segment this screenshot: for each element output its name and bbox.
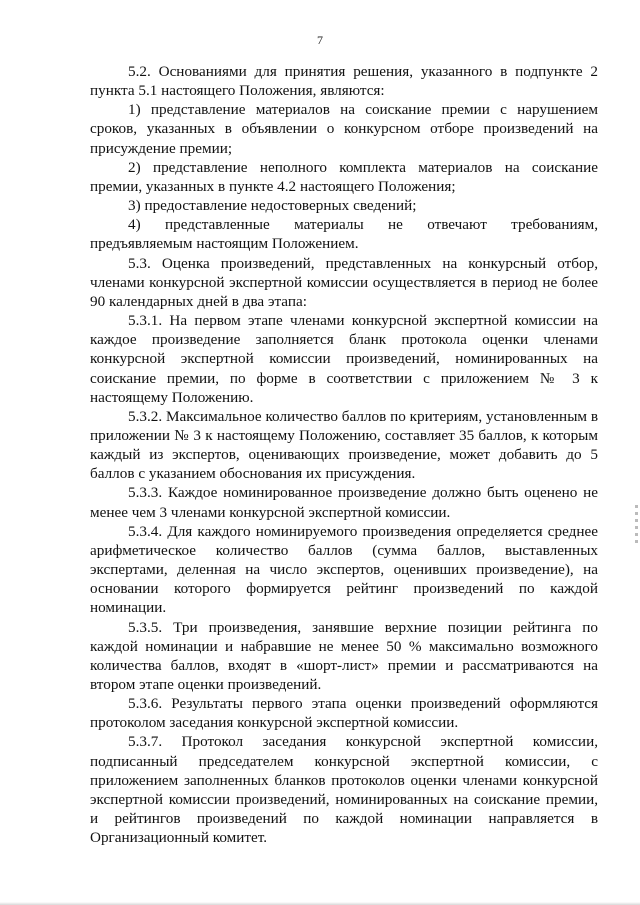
paragraph-5-3-2: 5.3.2. Максимальное количество баллов по критериям, установленным в приложении № 3 к настоящему Положению, составляет 35 баллов, к которым каждый из экспертов, оценивающих произведение, может добавить до 5 баллов с указанием обоснования их присуждения. (90, 407, 598, 483)
paragraph-item-1: 1) представление материалов на соискание премии с нарушением сроков, указанных в объявлении о конкурсном отборе произведений на присуждение премии; (90, 101, 598, 157)
paragraph-5-2: 5.2. Основаниями для принятия решения, указанного в подпункте 2 пункта 5.1 настоящего Положения, являются: (90, 63, 598, 100)
paragraph-item-2: 2) представление неполного комплекта материалов на соискание премии, указанных в пункте 4.2 настоящего Положения; (90, 158, 598, 195)
document-body (90, 62, 598, 847)
paragraph-item-4: 4) представленные материалы не отвечают требованиям, предъявляемым настоящим Положением. (90, 216, 598, 253)
paragraph-5-3-1: 5.3.1. На первом этапе членами конкурсной экспертной комиссии на каждое произведение заполняется бланк протокола оценки членами конкурсной экспертной комиссии произведений, номинированных на соискание премии, по форме в соответствии с приложением № 3 к настоящему Положению. (90, 312, 598, 406)
paragraph-item-3: 3) предоставление недостоверных сведений; (128, 197, 417, 215)
paragraph-5-3-7: 5.3.7. Протокол заседания конкурсной экспертной комиссии, подписанный председателем конкурсной экспертной комиссии, с приложением заполненных бланков протоколов оценки членами конкурсной экспертной комиссии произведений, номинированных на соискание премии, и рейтингов произведений по каждой номинации направляется в Организационный комитет. (90, 733, 598, 847)
paragraph-5-3-4: 5.3.4. Для каждого номинируемого произведения определяется среднее арифметическое количество баллов (сумма баллов, выставленных экспертами, деленная на число экспертов, оценивших произведение), на основании которого формируется рейтинг произведений по каждой номинации. (90, 522, 598, 617)
page-number: 7 (317, 33, 323, 47)
scan-edge-mark (635, 505, 638, 545)
paragraph-5-3-3: 5.3.3. Каждое номинированное произведение должно быть оценено не менее чем 3 членами конкурсной экспертной комиссии. (90, 484, 598, 521)
paragraph-5-3: 5.3. Оценка произведений, представленных на конкурсный отбор, членами конкурсной экспертной комиссии осуществляется в период не более 90 календарных дней в два этапа: (90, 254, 598, 310)
paragraph-5-3-5: 5.3.5. Три произведения, занявшие верхние позиции рейтинга по каждой номинации и набравшие не менее 50 % максимально возможного количества баллов, входят в «шорт-лист» премии и рассматриваются на втором этапе оценки произведений. (90, 618, 598, 693)
paragraph-5-3-6: 5.3.6. Результаты первого этапа оценки произведений оформляются протоколом заседания конкурсной экспертной комиссии. (90, 695, 598, 732)
